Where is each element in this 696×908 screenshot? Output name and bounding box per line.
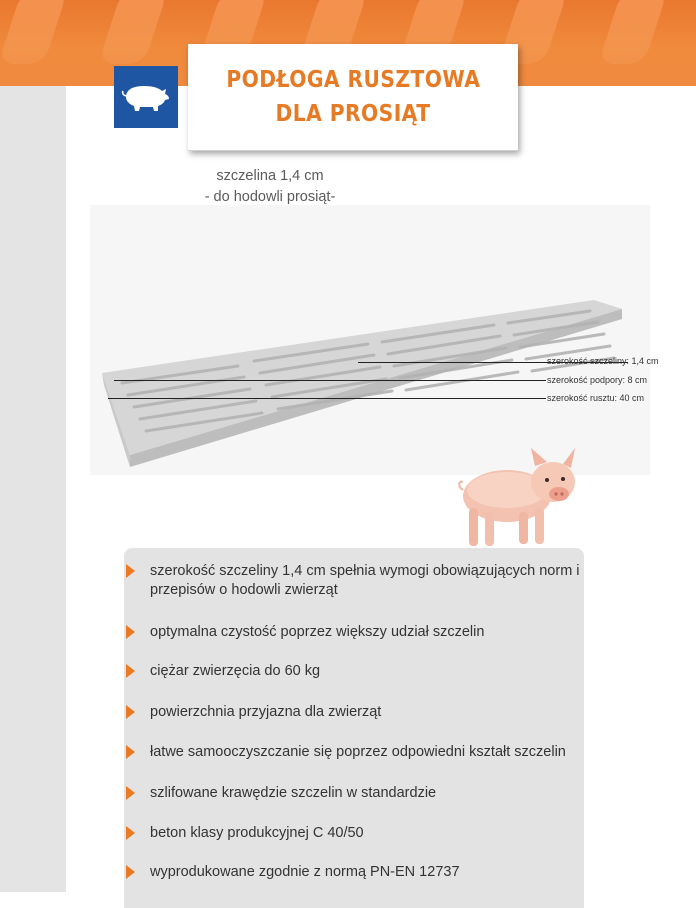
page-title-line-1: PODŁOGA RUSZTOWA: [225, 67, 481, 93]
feature-item: [150, 824, 590, 843]
spec-leader-line: [114, 380, 546, 381]
triangle-bullet-icon: [126, 664, 135, 678]
subtitle-line-1: szczelina 1,4 cm: [216, 168, 324, 184]
feature-item: [150, 703, 590, 722]
feature-item: [150, 863, 590, 882]
feature-text: powierzchnia przyjazna dla zwierząt: [150, 704, 382, 720]
spec-label-gap-width: szerokość szczeliny: 1,4 cm: [547, 356, 659, 366]
subtitle-line-2: - do hodowli prosiąt-: [204, 189, 336, 205]
title-box: [188, 44, 518, 151]
feature-text: beton klasy produkcyjnej C 40/50: [150, 825, 364, 841]
feature-text: łatwe samooczyszczanie się poprzez odpowiedni kształt szczelin: [150, 744, 566, 760]
feature-item: [150, 784, 590, 803]
feature-text: szlifowane krawędzie szczelin w standardzie: [150, 785, 437, 801]
piglet-image: [455, 440, 585, 552]
features-panel: [124, 548, 584, 908]
feature-item: [150, 662, 590, 681]
triangle-bullet-icon: [126, 865, 135, 879]
category-icon-box: [114, 66, 178, 128]
feature-text: szerokość szczeliny 1,4 cm spełnia wymogi obowiązujących norm i przepisów o hodowli zwierząt: [150, 563, 580, 598]
triangle-bullet-icon: [126, 705, 135, 719]
slatted-floor-grate-image: [90, 205, 650, 475]
spec-label-support-width: szerokość podpory: 8 cm: [547, 375, 648, 385]
page-title-line-2: DLA PROSIĄT: [275, 101, 431, 127]
feature-text: wyprodukowane zgodnie z normą PN-EN 12737: [150, 864, 460, 880]
left-side-strip: [0, 86, 66, 892]
banner-slat: [98, 0, 168, 64]
feature-item: [150, 623, 590, 642]
triangle-bullet-icon: [126, 745, 135, 759]
spec-label-grate-width: szerokość rusztu: 40 cm: [547, 393, 645, 403]
product-photo-area: [90, 205, 650, 475]
product-subtitle: [180, 166, 360, 208]
feature-item: [150, 743, 590, 762]
feature-text: ciężar zwierzęcia do 60 kg: [150, 663, 321, 679]
feature-item: [150, 562, 590, 600]
banner-slat: [0, 0, 68, 64]
spec-leader-line: [108, 398, 546, 399]
triangle-bullet-icon: [126, 564, 135, 578]
triangle-bullet-icon: [126, 786, 135, 800]
feature-text: optymalna czystość poprzez większy udział szczelin: [150, 624, 485, 640]
triangle-bullet-icon: [126, 826, 135, 840]
banner-slat: [598, 0, 668, 64]
triangle-bullet-icon: [126, 625, 135, 639]
pig-icon: [120, 81, 172, 113]
